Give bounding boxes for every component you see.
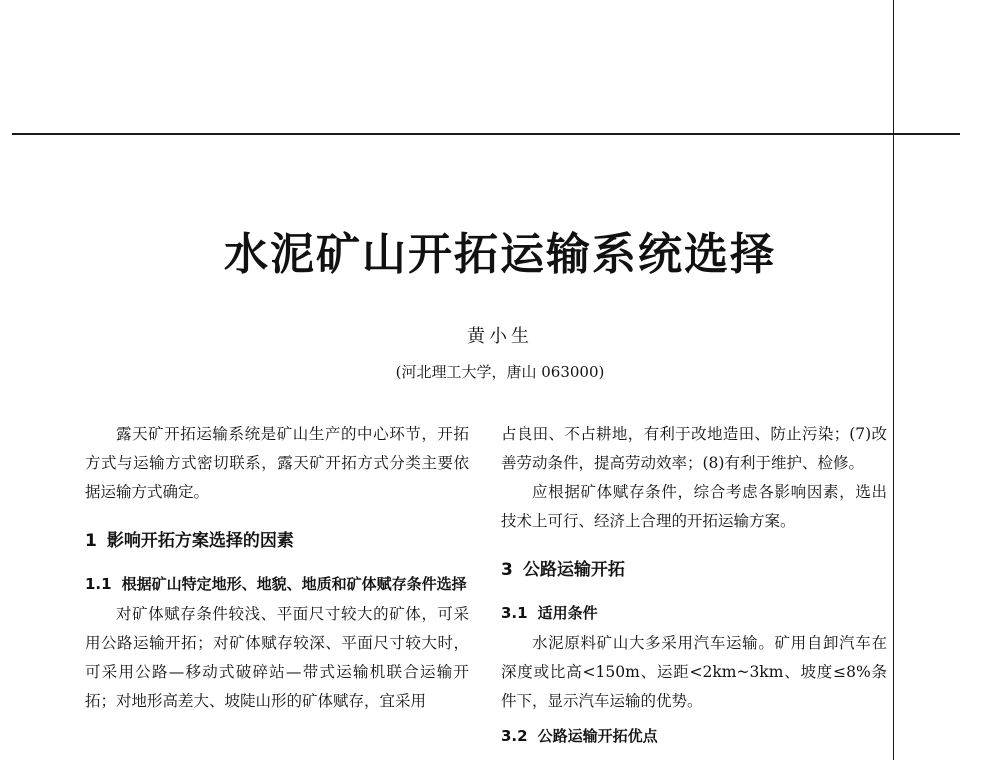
intro-paragraph: 露天矿开拓运输系统是矿山生产的中心环节，开拓方式与运输方式密切联系，露天矿开拓方式分类主要依据运输方式确定。 [85,425,469,501]
left-column [85,420,469,716]
section-3-1-heading [501,599,887,627]
section-3-2-heading [501,722,887,750]
body-paragraph: 水泥原料矿山大多采用汽车运输。矿用自卸汽车在深度或比高<150m、运距<2km~3km、坡度≤8%条件下，显示汽车运输的优势。 [501,634,887,710]
section-title: 公路运输开拓优点 [537,727,658,745]
section-3-heading [501,556,887,585]
author-name: 黄小生 [467,326,533,347]
section-1-heading [85,527,469,556]
section-number: 3.2 [501,727,528,745]
article-title: 水泥矿山开拓运输系统选择 [224,229,776,280]
affiliation: (河北理工大学，唐山 063000) [395,363,605,381]
right-column [501,420,887,752]
section-number: 3 [501,560,513,580]
header-rule [12,133,960,135]
section-title: 适用条件 [537,604,598,622]
section-number: 1.1 [85,575,112,593]
section-title: 影响开拓方案选择的因素 [106,531,294,551]
body-paragraph: 应根据矿体赋存条件，综合考虑各影响因素，选出技术上可行、经济上合理的开拓运输方案。 [501,483,887,530]
body-paragraph: 对矿体赋存条件较浅、平面尺寸较大的矿体，可采用公路运输开拓；对矿体赋存较深、平面尺寸较大时，可采用公路—移动式破碎站—带式运输机联合运输开拓；对地形高差大、坡陡山形的矿体赋存，宜采用 [85,605,469,710]
section-number: 3.1 [501,604,528,622]
section-number: 1 [85,531,97,551]
section-title: 公路运输开拓 [522,560,625,580]
section-title: 根据矿山特定地形、地貌、地质和矿体赋存条件选择 [121,575,467,593]
body-paragraph-continued: 占良田、不占耕地，有利于改地造田、防止污染；(7)改善劳动条件，提高劳动效率；(8)有利于维护、检修。 [501,425,887,472]
section-1-1-heading [85,570,469,598]
